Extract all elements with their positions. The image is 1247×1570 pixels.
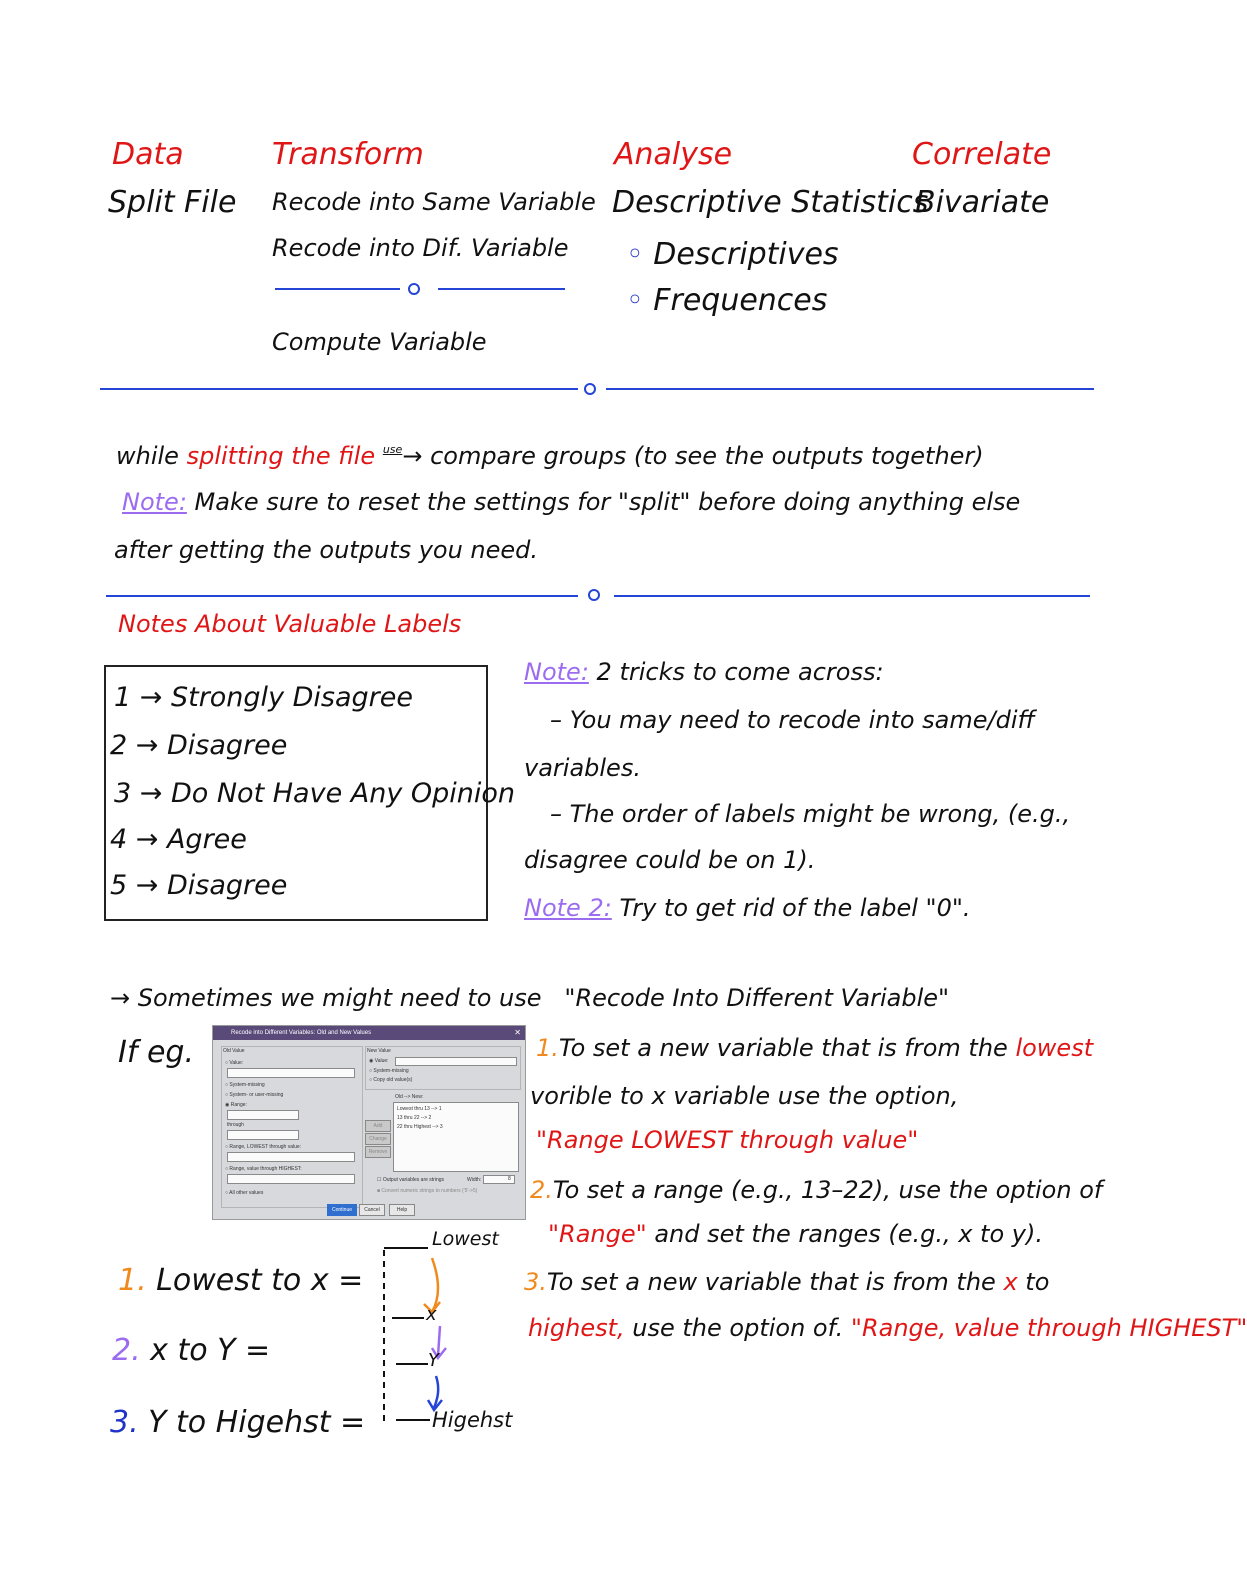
radio-range-highest: ○ Range, value through HIGHEST: [225,1166,302,1172]
value-label-item: 1 → Strongly Disagree [114,682,413,713]
value-label-item: 2 → Disagree [110,730,288,761]
change-button: Change [365,1133,391,1145]
radio-system-user: ○ System- or user-missing [225,1092,284,1098]
trick-2-line-a: – The order of labels might be wrong, (e.g., [550,800,1071,828]
split-note-line1: while splitting the file $^{use}$→ compare groups (to see the outputs together) [116,442,984,470]
step-2-line-a: 2.To set a range (e.g., 13–22), use the option of [530,1176,1103,1204]
nv-radio-sysmis: ○ System-missing [369,1068,409,1074]
menu-analyse-descriptives: ◦ Descriptives [626,237,839,272]
note2: Note 2: Try to get rid of the label "0". [524,894,971,922]
menu-correlate-bivariate: Bivariate [915,185,1050,220]
value-label-item: 3 → Do Not Have Any Opinion [114,778,516,809]
range-item-1: 1. Lowest to x = [118,1263,364,1298]
split-note-line3: after getting the outputs you need. [114,536,539,564]
nv-radio-copy: ○ Copy old value(s) [369,1077,413,1083]
radio-value: ○ Value: [225,1060,244,1066]
add-button: Add [365,1120,391,1132]
step-1-line-c: "Range LOWEST through value" [536,1126,919,1154]
value-labels-heading: Notes About Valuable Labels [118,610,462,638]
menu-transform-recode-same: Recode into Same Variable [272,188,596,216]
nv-radio-value: ◉ Value: [369,1058,389,1064]
menu-transform-recode-dif: Recode into Dif. Variable [272,234,569,262]
convert-checkbox: ■ Convert numeric strings to numbers ('5'->5) [377,1188,478,1194]
tricks-intro: Note: 2 tricks to come across: [524,658,884,686]
menu-transform-title: Transform [272,137,424,172]
radio-range-lowest: ○ Range, LOWEST through value: [225,1144,302,1150]
radio-all-other: ○ All other values [225,1190,264,1196]
split-note-line2: Note: Make sure to reset the settings for "split" before doing anything else [122,488,1021,516]
menu-data-split-file: Split File [108,185,237,220]
step-3-line-b: highest, use the option of. "Range, value through HIGHEST" [528,1314,1247,1342]
value-label-item: 5 → Disagree [110,870,288,901]
trick-1-line-b: variables. [524,754,641,782]
mapping-row: 13 thru 22 --> 2 [397,1115,432,1121]
continue-button: Continue [327,1204,357,1216]
menu-correlate-title: Correlate [912,137,1052,172]
step-2-line-b: "Range" and set the ranges (e.g., x to y). [548,1220,1043,1248]
mapping-row: Lowest thru 13 --> 1 [397,1106,442,1112]
menu-analyse-descriptive-statistics: Descriptive Statistics [612,185,929,220]
new-value-label: New Value [367,1048,391,1054]
step-1-line-a: 1.To set a new variable that is from the lowest [536,1034,1094,1062]
radio-range: ◉ Range: [225,1102,247,1108]
scale-label-bottom: Higehst [432,1408,513,1432]
radio-system-missing: ○ System-missing [225,1082,265,1088]
value-label-item: 4 → Agree [110,824,247,855]
dialog-title-bar: Recode into Different Variables: Old and New Values [213,1026,525,1040]
range-item-3: 3. Y to Higehst = [110,1405,366,1440]
mapping-row: 22 thru Highest --> 3 [397,1124,443,1130]
width-field: 8 [483,1175,515,1184]
recode-if-eg: If eg. [118,1035,194,1070]
bullet-icon: ◦ [626,283,654,318]
close-icon: ✕ [514,1028,521,1037]
cancel-button: Cancel [359,1204,385,1216]
menu-analyse-title: Analyse [614,137,733,172]
menu-data-title: Data [112,137,184,172]
help-button: Help [389,1204,415,1216]
remove-button: Remove [365,1146,391,1158]
recode-intro: → Sometimes we might need to use "Recode Into Different Variable" [110,984,950,1012]
scale-label-x: x [426,1304,437,1325]
old-new-label: Old --> New: [395,1094,424,1100]
range-item-2: 2. x to Y = [112,1333,271,1368]
output-strings-checkbox: ☐ Output variables are strings [377,1177,445,1183]
old-value-label: Old Value [223,1048,245,1054]
scale-label-y: Y [428,1350,439,1371]
bullet-icon: ◦ [626,237,654,272]
step-1-line-b: vorible to x variable use the option, [530,1082,959,1110]
step-3-line-a: 3.To set a new variable that is from the x to [524,1268,1050,1296]
trick-2-line-b: disagree could be on 1). [524,846,816,874]
scale-label-top: Lowest [432,1228,499,1250]
blue-arrow [434,1376,438,1408]
trick-1-line-a: – You may need to recode into same/diff [550,706,1035,734]
through-label: through [227,1122,244,1128]
width-label: Width: [467,1177,482,1183]
menu-analyse-frequences: ◦ Frequences [626,283,828,318]
menu-transform-compute: Compute Variable [272,328,487,356]
